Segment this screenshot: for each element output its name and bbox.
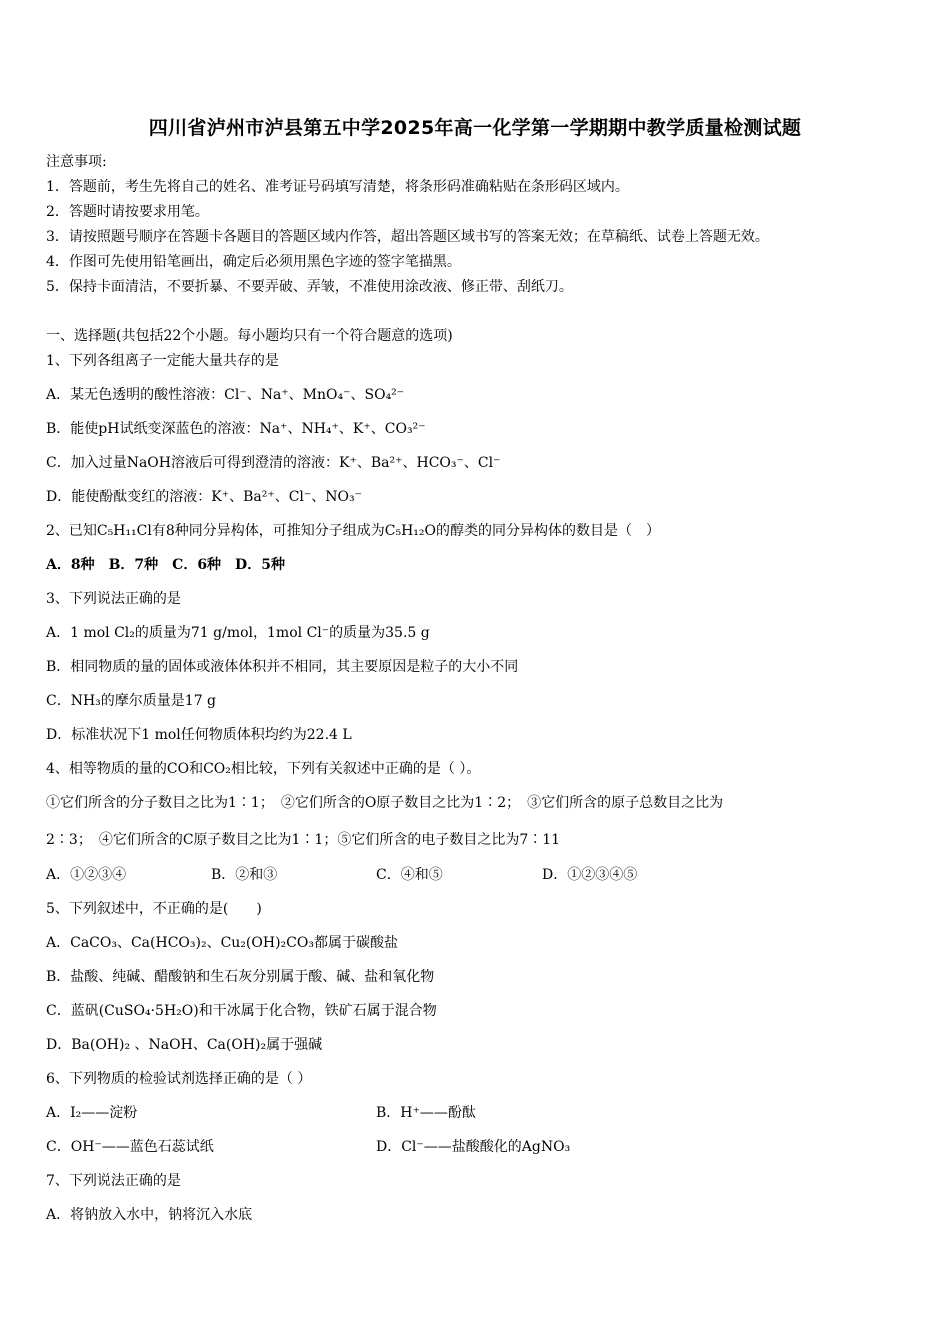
option-b: B．相同物质的量的固体或液体体积并不相同，其主要原因是粒子的大小不同 [46,659,519,675]
page-title: 四川省泸州市泸县第五中学2025年高一化学第一学期期中教学质量检测试题 [148,117,802,139]
notice-item: 3．请按照题号顺序在答题卡各题目的答题区域内作答，超出答题区域书写的答案无效；在草稿纸、试卷上答题无效。 [46,229,769,245]
option-c: C．④和⑤ [376,867,443,883]
notice-item: 4．作图可先使用铅笔画出，确定后必须用黑色字迹的签字笔描黑。 [46,254,461,270]
notice-heading: 注意事项: [46,154,107,170]
option-a: A．CaCO₃、Ca(HCO₃)₂、Cu₂(OH)₂CO₃都属于碳酸盐 [46,935,398,951]
option-d: D．标准状况下1 mol任何物质体积均约为22.4 L [46,727,352,743]
option-b: B．H⁺——酚酞 [376,1105,476,1121]
option-a: A．①②③④ [46,867,127,883]
option-c: C．加入过量NaOH溶液后可得到澄清的溶液：K⁺、Ba²⁺、HCO₃⁻、Cl⁻ [46,455,501,471]
question-statement: 2∶3； ④它们所含的C原子数目之比为1∶1；⑤它们所含的电子数目之比为7∶11 [46,832,561,848]
question-stem: 1、下列各组离子一定能大量共存的是 [46,353,279,369]
question-stem: 3、下列说法正确的是 [46,591,181,607]
question-stem: 4、相等物质的量的CO和CO₂相比较，下列有关叙述中正确的是（ ）。 [46,761,481,777]
option-c: C．NH₃的摩尔质量是17 g [46,693,217,709]
notice-item: 5．保持卡面清洁，不要折暴、不要弄破、弄皱，不准使用涂改液、修正带、刮纸刀。 [46,279,573,295]
option-row: A．8种 B．7种 C．6种 D．5种 [46,557,285,573]
option-a: A．1 mol Cl₂的质量为71 g/mol，1mol Cl⁻的质量为35.5 g [46,625,430,641]
question-stem: 7、下列说法正确的是 [46,1173,181,1189]
option-a: A．某无色透明的酸性溶液：Cl⁻、Na⁺、MnO₄⁻、SO₄²⁻ [46,387,405,403]
option-b: B．能使pH试纸变深蓝色的溶液：Na⁺、NH₄⁺、K⁺、CO₃²⁻ [46,421,426,437]
option-b: B．盐酸、纯碱、醋酸钠和生石灰分别属于酸、碱、盐和氧化物 [46,969,435,985]
notice-item: 1．答题前，考生先将自己的姓名、准考证号码填写清楚，将条形码准确粘贴在条形码区域内。 [46,179,629,195]
option-c: C．蓝矾(CuSO₄·5H₂O)和干冰属于化合物，铁矿石属于混合物 [46,1003,437,1019]
option-c: C．OH⁻——蓝色石蕊试纸 [46,1139,214,1155]
option-d: D．能使酚酞变红的溶液：K⁺、Ba²⁺、Cl⁻、NO₃⁻ [46,489,363,505]
question-stem: 6、下列物质的检验试剂选择正确的是（ ） [46,1071,312,1087]
question-stem: 2、已知C₅H₁₁Cl有8种同分异构体，可推知分子组成为C₅H₁₂O的醇类的同分异构体的数目是（ ） [46,523,660,539]
option-a: A．将钠放入水中，钠将沉入水底 [46,1207,253,1223]
notice-item: 2．答题时请按要求用笔。 [46,204,209,220]
section-heading: 一、选择题(共包括22个小题。每小题均只有一个符合题意的选项) [46,328,453,344]
option-b: B．②和③ [211,867,278,883]
question-stem: 5、下列叙述中，不正确的是( ) [46,901,262,917]
option-d: D．Ba(OH)₂ 、NaOH、Ca(OH)₂属于强碱 [46,1037,323,1053]
question-statement: ①它们所含的分子数目之比为1∶1； ②它们所含的O原子数目之比为1∶2； ③它们所含的原子总数目之比为 [46,795,724,811]
option-d: D．Cl⁻——盐酸酸化的AgNO₃ [376,1139,571,1155]
option-a: A．I₂——淀粉 [46,1105,138,1121]
option-d: D．①②③④⑤ [542,867,638,883]
